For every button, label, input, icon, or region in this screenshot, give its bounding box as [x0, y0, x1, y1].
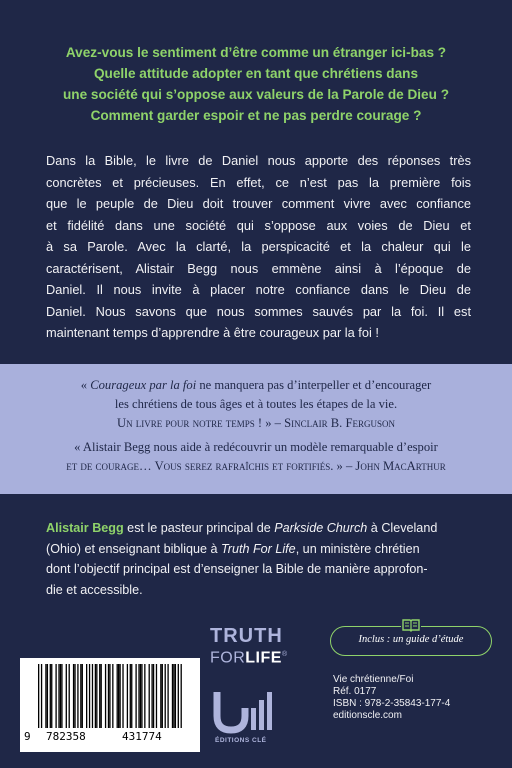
tfl-registered: ®: [281, 651, 288, 658]
question-line: Quelle attitude adopter en tant que chrétiens dans: [93, 66, 419, 81]
quote-line-attribution: Un livre pour notre temps ! » – Sinclair B. Ferguson: [117, 416, 395, 430]
barcode-bar: [99, 664, 100, 728]
barcode-bar: [86, 664, 87, 728]
barcode-bar: [119, 664, 120, 728]
barcode-bar: [162, 664, 163, 728]
barcode-bar: [73, 664, 74, 728]
barcode-bar: [105, 664, 106, 728]
barcode-bar: [47, 664, 48, 728]
study-guide-badge: [330, 626, 492, 656]
reference: Réf. 0177: [333, 686, 377, 697]
barcode-bar: [69, 664, 70, 728]
truth-for-life-logo: [210, 626, 300, 667]
barcode-bar: [165, 664, 166, 728]
barcode-bar: [127, 664, 128, 728]
isbn: ISBN : 978-2-35843-177-4: [333, 698, 451, 709]
endorsement-ferguson: [0, 376, 512, 433]
barcode-bar: [173, 664, 174, 728]
barcode-bar: [51, 664, 52, 728]
author-bio: [46, 518, 471, 600]
author-name: Alistair Begg: [46, 521, 124, 535]
question-line: Avez-vous le sentiment d’être comme un étranger ici-bas ?: [65, 45, 447, 60]
book-title-italic: Courageux par la foi: [90, 378, 197, 392]
barcode-bar: [38, 664, 39, 728]
website: editionscle.com: [333, 710, 402, 721]
body-line: à sa Parole. Avec la clarté, la perspicacité et la chaleur qui le: [46, 239, 471, 254]
bio-text: (Ohio) et enseignant biblique à: [46, 541, 222, 556]
tfl-logo-top: TRUTH: [210, 625, 283, 647]
barcode-bar: [130, 664, 131, 728]
quote-line: [0, 376, 512, 395]
barcode-bar: [61, 664, 62, 728]
bio-line: [46, 539, 471, 560]
barcode-bar: [66, 664, 67, 728]
category: Vie chrétienne/Foi: [333, 674, 414, 685]
barcode-bar: [181, 664, 182, 728]
body-line: Dans la Bible, le livre de Daniel nous apporte des réponses très: [46, 153, 471, 168]
body-line: et fidélité dans une société qui s’oppose aux voies de Dieu et: [46, 217, 471, 233]
barcode: [20, 658, 200, 752]
barcode-bar: [112, 664, 113, 728]
barcode-bar: [82, 664, 83, 728]
barcode-bar: [135, 664, 136, 728]
bio-text: à Cleveland: [367, 521, 438, 535]
barcode-bar: [58, 664, 59, 728]
body-line: caractérisent, Alistair Begg nous emmène ainsi à l’époque de: [46, 260, 471, 276]
barcode-bar: [131, 664, 132, 728]
barcode-bars-icon: [38, 664, 182, 728]
barcode-bar: [151, 664, 152, 728]
question-line: une société qui s’oppose aux valeurs de la Parole de Dieu ?: [62, 87, 450, 102]
barcode-bar: [109, 664, 110, 728]
tfl-logo-bottom: [210, 646, 300, 667]
barcode-bar: [117, 664, 118, 728]
barcode-bar: [153, 664, 154, 728]
question-line: Comment garder espoir et ne pas perdre courage ?: [90, 108, 422, 123]
barcode-bar: [140, 664, 141, 728]
barcode-bar: [50, 664, 51, 728]
barcode-bar: [89, 664, 90, 728]
barcode-bar: [80, 664, 81, 728]
barcode-bar: [101, 664, 102, 728]
barcode-bar: [108, 664, 109, 728]
bio-text: , un ministère chrétien: [295, 541, 420, 556]
bio-line: die et accessible.: [46, 582, 143, 597]
barcode-bar: [74, 664, 75, 728]
barcode-bar: [144, 664, 145, 728]
tfl-life: LIFE: [245, 649, 282, 667]
barcode-bar: [41, 664, 42, 728]
church-name: Parkside Church: [274, 521, 368, 535]
description-paragraph: [46, 150, 471, 344]
quote-text: ne manquera pas d’interpeller et d’encourager: [196, 378, 432, 392]
quote-line: les chrétiens de tous âges et à toutes les étapes de la vie.: [114, 397, 398, 411]
body-line: Daniel. Nous savons que nous sommes sauvés par la foi. Il est: [46, 303, 471, 319]
book-metadata: [333, 674, 450, 722]
barcode-bar: [96, 664, 97, 728]
barcode-bar: [95, 664, 96, 728]
barcode-left-digits: 782358: [46, 730, 86, 743]
barcode-bar: [77, 664, 78, 728]
endorsements-band: [0, 364, 512, 494]
barcode-bar: [156, 664, 157, 728]
barcode-first-digit: 9: [24, 730, 31, 743]
barcode-right-digits: 431774: [122, 730, 162, 743]
study-guide-text: Inclus : un guide d’étude: [358, 634, 464, 645]
intro-questions: [20, 42, 492, 126]
barcode-bar: [160, 664, 161, 728]
bio-line: [46, 518, 471, 539]
body-line: concrètes et précieuses. En effet, ce n’est pas la première fois: [46, 174, 471, 190]
barcode-bar: [92, 664, 93, 728]
barcode-bar: [167, 664, 168, 728]
body-line: que le peuple de Dieu doit trouver comment vivre avec confiance: [46, 196, 471, 211]
barcode-bar: [45, 664, 46, 728]
bio-line: dont l’objectif principal est d’enseigner la Bible de manière approfon-: [46, 562, 428, 576]
bio-text: est le pasteur principal de: [123, 521, 275, 535]
body-line: maintenant temps d’apprendre à être courageux par la foi !: [46, 325, 379, 340]
body-line: Daniel. Il nous invite à placer notre confiance dans le Dieu de: [46, 282, 471, 297]
tfl-for: FOR: [210, 649, 246, 667]
open-book-icon: [401, 617, 421, 633]
barcode-bar: [122, 664, 123, 728]
endorsement-macarthur: [0, 438, 512, 476]
barcode-bar: [138, 664, 139, 728]
barcode-bar: [55, 664, 56, 728]
barcode-bar: [172, 664, 173, 728]
quote-open-mark: «: [80, 378, 91, 392]
barcode-bar: [141, 664, 142, 728]
editions-cle-label: ÉDITIONS CLÉ: [215, 737, 267, 744]
barcode-bar: [178, 664, 179, 728]
barcode-bar: [149, 664, 150, 728]
barcode-bar: [175, 664, 176, 728]
quote-line: « Alistair Begg nous aide à redécouvrir un modèle remarquable d’espoir: [74, 440, 438, 454]
barcode-bar: [118, 664, 119, 728]
barcode-bar: [60, 664, 61, 728]
quote-line-attribution: et de courage… Vous serez rafraîchis et fortifiés. » – John MacArthur: [66, 459, 446, 473]
ministry-name: Truth For Life: [221, 541, 296, 556]
